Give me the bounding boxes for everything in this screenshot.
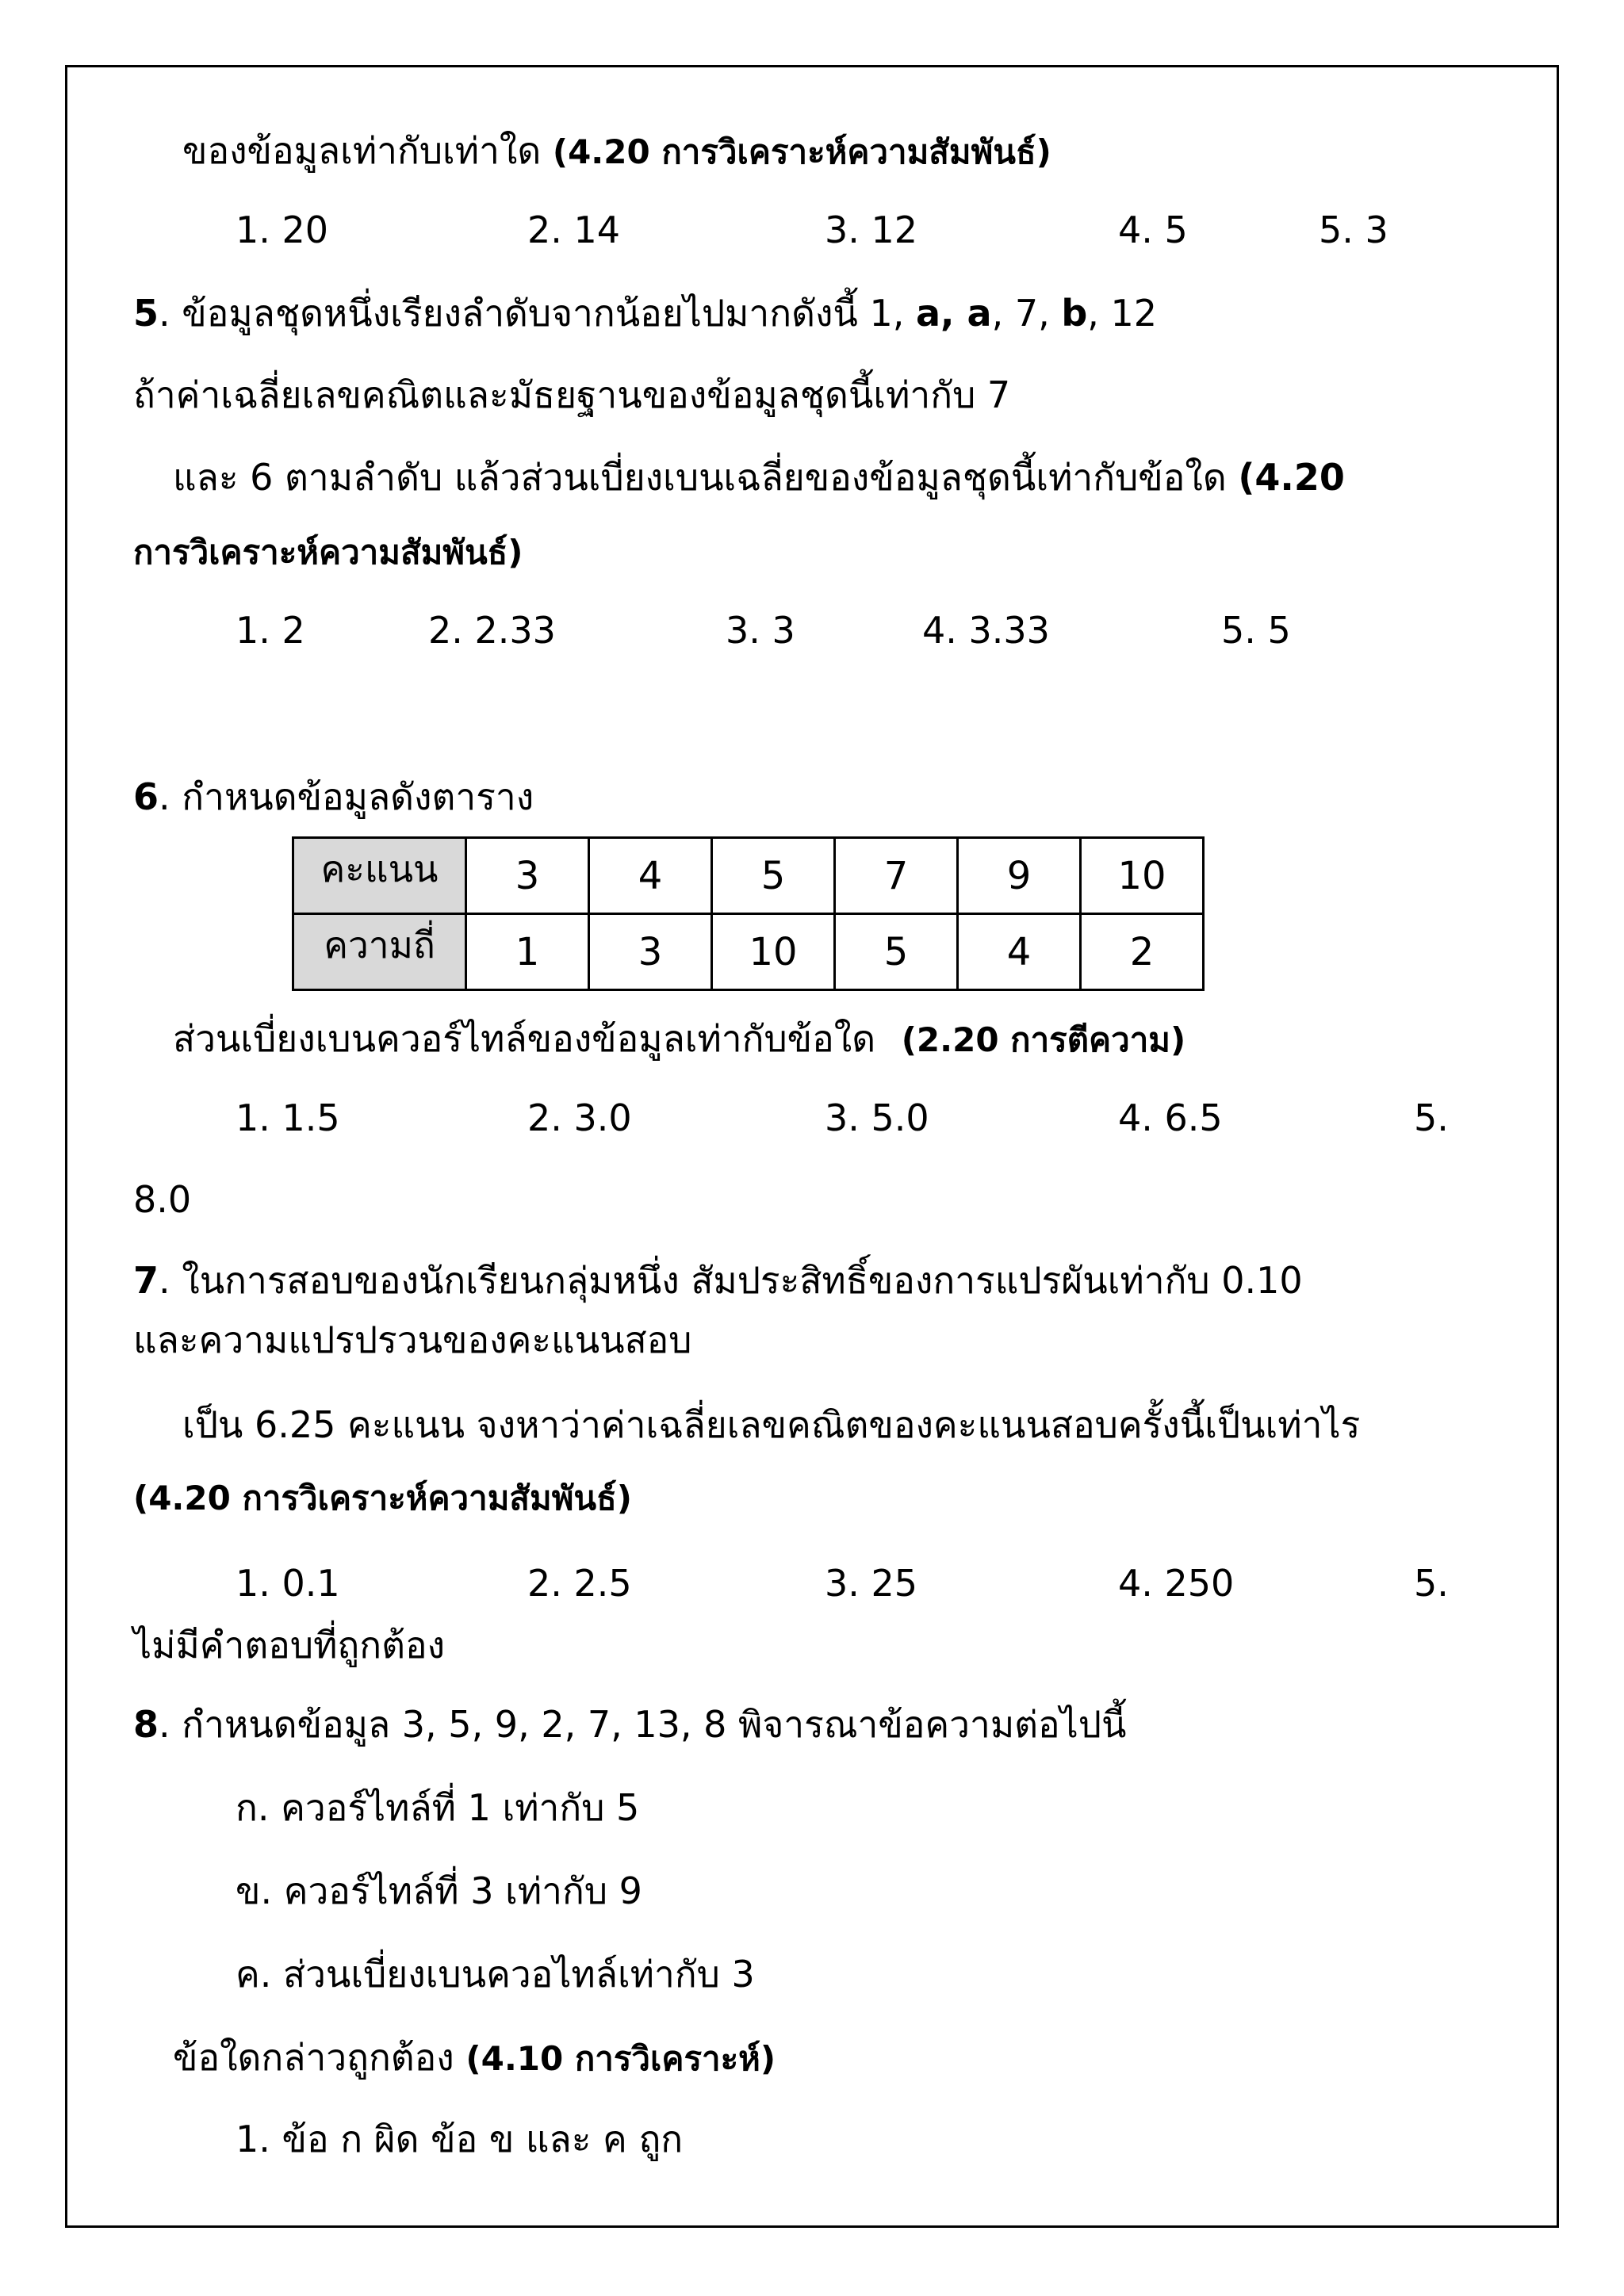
table-cell: 2 <box>1081 914 1204 990</box>
q7-choice-2[interactable]: 2. 2.5 <box>527 1562 632 1605</box>
q7-number: 7 <box>133 1259 159 1302</box>
q7-text-line3: เป็น 6.25 คะแนน จงหาว่าค่าเฉลี่ยเลขคณิตของคะแนนสอบครั้งนี้เป็นเท่าไร <box>182 1403 1361 1446</box>
q7-text-line2: และความแปรปรวนของคะแนนสอบ <box>133 1318 692 1361</box>
q5-choice-2[interactable]: 2. 2.33 <box>428 609 556 652</box>
q6-number: 6 <box>133 775 159 818</box>
q7-choice-5[interactable]: 5. <box>1414 1562 1449 1605</box>
q5-choice-5[interactable]: 5. 5 <box>1221 609 1291 652</box>
table-cell: 9 <box>958 838 1081 914</box>
q6-choice-5[interactable]: 5. <box>1414 1096 1449 1139</box>
table-cell: 10 <box>1081 838 1204 914</box>
q5-choice-4[interactable]: 4. 3.33 <box>922 609 1050 652</box>
q7-choice-5-wrap[interactable]: ไม่มีคำตอบที่ถูกต้อง <box>133 1624 446 1667</box>
table-cell: 1 <box>466 914 589 990</box>
q6-text <box>133 773 534 821</box>
q8-choice-1[interactable]: 1. ข้อ ก ผิด ข้อ ข และ ค ถูก <box>236 2118 684 2160</box>
prev-question-tail <box>182 127 1051 176</box>
table-row <box>293 838 1204 914</box>
q5-text-line2: ถ้าค่าเฉลี่ยเลขคณิตและมัธยฐานของข้อมูลชุดนี้เท่ากับ 7 <box>133 373 1011 416</box>
q7-level: (4.20 การวิเคราะห์ความสัมพันธ์) <box>133 1479 632 1517</box>
table-cell: 4 <box>589 838 712 914</box>
table-cell: 5 <box>712 838 835 914</box>
prev-choice-1[interactable]: 1. 20 <box>236 209 329 251</box>
q6-choice-5-wrap[interactable]: 8.0 <box>133 1178 192 1221</box>
q5-text3: และ 6 ตามลำดับ แล้วส่วนเบี่ยงเบนเฉลี่ยของข้อมูลชุดนี้เท่ากับข้อใด <box>173 456 1227 499</box>
q5-level-a: (4.20 <box>1238 456 1345 499</box>
q5-text-line3 <box>173 453 1345 501</box>
prev-level: (4.20 การวิเคราะห์ความสัมพันธ์) <box>552 132 1051 171</box>
table-header-frequency: ความถี่ <box>293 914 466 990</box>
prev-choice-4[interactable]: 4. 5 <box>1118 209 1188 251</box>
table-row <box>293 914 1204 990</box>
q5-level: การวิเคราะห์ความสัมพันธ์) <box>133 533 523 572</box>
q5-text1c: , 7, <box>991 292 1062 335</box>
q5-text-line1 <box>133 289 1157 337</box>
q7-choice-4[interactable]: 4. 250 <box>1118 1562 1235 1605</box>
q6-choice-3[interactable]: 3. 5.0 <box>825 1096 929 1139</box>
q5-number: 5 <box>133 292 159 335</box>
table-cell: 7 <box>835 838 958 914</box>
q7-choice-3[interactable]: 3. 25 <box>825 1562 918 1605</box>
q8-question <box>173 2034 776 2083</box>
q8-number: 8 <box>133 1703 159 1746</box>
prev-choice-2[interactable]: 2. 14 <box>527 209 621 251</box>
table-cell: 5 <box>835 914 958 990</box>
table-cell: 4 <box>958 914 1081 990</box>
q5-var-a: a, a <box>916 292 992 335</box>
q6-text-body: . กำหนดข้อมูลดังตาราง <box>159 775 534 818</box>
q7-text-line1 <box>133 1257 1303 1304</box>
q8-question-text: ข้อใดกล่าวถูกต้อง <box>173 2036 454 2079</box>
q5-var-b: b <box>1061 292 1088 335</box>
prev-choice-3[interactable]: 3. 12 <box>825 209 918 251</box>
q5-text1a: . ข้อมูลชุดหนึ่งเรียงลำดับจากน้อยไปมากดังนี้ 1, <box>159 292 917 335</box>
q5-choice-3[interactable]: 3. 3 <box>726 609 795 652</box>
frequency-table <box>292 836 1205 991</box>
q6-choice-4[interactable]: 4. 6.5 <box>1118 1096 1223 1139</box>
q6-choice-1[interactable]: 1. 1.5 <box>236 1096 340 1139</box>
q5-text1e: , 12 <box>1087 292 1158 335</box>
q6-choice-2[interactable]: 2. 3.0 <box>527 1096 632 1139</box>
prev-tail-text: ของข้อมูลเท่ากับเท่าใด <box>182 129 542 172</box>
q5-choice-1[interactable]: 1. 2 <box>236 609 305 652</box>
q8-statement-1: ก. ควอร์ไทล์ที่ 1 เท่ากับ 5 <box>236 1786 640 1829</box>
q7-choice-1[interactable]: 1. 0.1 <box>236 1562 340 1605</box>
q7-text1: . ในการสอบของนักเรียนกลุ่มหนึ่ง สัมประสิทธิ์ของการแปรผันเท่ากับ 0.10 <box>159 1259 1303 1302</box>
q6-question <box>173 1015 1185 1064</box>
q8-level: (4.10 การวิเคราะห์) <box>465 2039 776 2078</box>
prev-choice-5[interactable]: 5. 3 <box>1319 209 1388 251</box>
table-cell: 3 <box>589 914 712 990</box>
table-cell: 10 <box>712 914 835 990</box>
q6-question-text: ส่วนเบี่ยงเบนควอร์ไทล์ของข้อมูลเท่ากับข้อใด <box>173 1017 876 1060</box>
q8-text <box>133 1701 1126 1748</box>
q8-text-body: . กำหนดข้อมูล 3, 5, 9, 2, 7, 13, 8 พิจารณาข้อความต่อไปนี้ <box>159 1703 1127 1746</box>
table-cell: 3 <box>466 838 589 914</box>
table-header-score: คะแนน <box>293 838 466 914</box>
q8-statement-3: ค. ส่วนเบี่ยงเบนควอไทล์เท่ากับ 3 <box>236 1953 755 1996</box>
q8-statement-2: ข. ควอร์ไทล์ที่ 3 เท่ากับ 9 <box>236 1869 642 1912</box>
q6-level: (2.20 การตีความ) <box>901 1020 1186 1059</box>
